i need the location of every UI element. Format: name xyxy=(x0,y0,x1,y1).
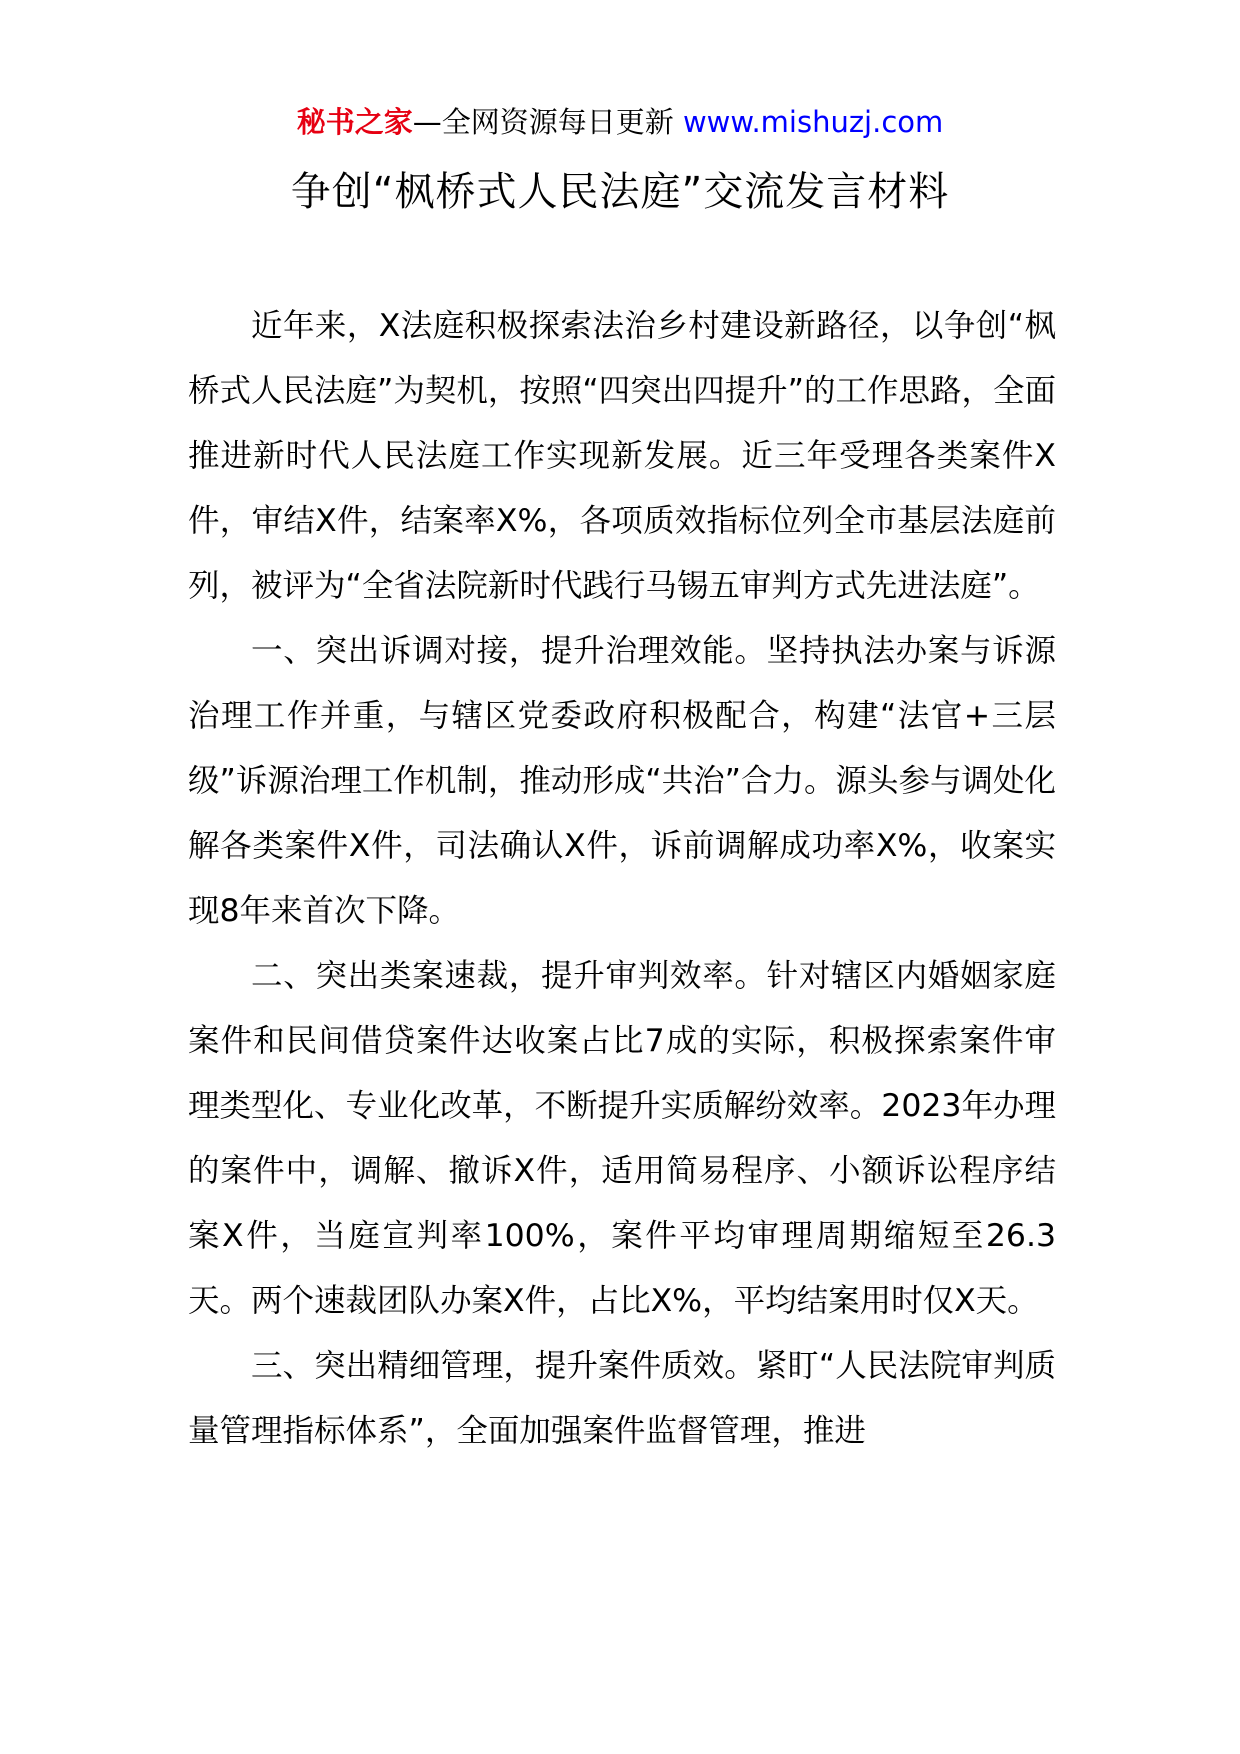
paragraph-section-3: 三、突出精细管理，提升案件质效。紧盯“人民法院审判质量管理指标体系”，全面加强案件监督管理，推进 xyxy=(188,1348,1056,1449)
site-url-link[interactable]: www.mishuzj.com xyxy=(682,105,944,139)
site-name: 秘书之家 xyxy=(296,105,413,139)
site-header xyxy=(0,102,1240,142)
site-slogan: —全网资源每日更新 xyxy=(412,105,674,139)
document-body xyxy=(188,294,1056,1464)
paragraph-section-2: 二、突出类案速裁，提升审判效率。针对辖区内婚姻家庭案件和民间借贷案件达收案占比7成的实际，积极探索案件审理类型化、专业化改革，不断提升实质解纷效率。2023年办理的案件中，调解、撤诉X件，适用简易程序、小额诉讼程序结案X件，当庭宣判率100%，案件平均审理周期缩短至26.3天。两个速裁团队办案X件，占比X%，平均结案用时仅X天。 xyxy=(188,958,1056,1319)
paragraph-section-1: 一、突出诉调对接，提升治理效能。坚持执法办案与诉源治理工作并重，与辖区党委政府积极配合，构建“法官+三层级”诉源治理工作机制，推动形成“共治”合力。源头参与调处化解各类案件X件，司法确认X件，诉前调解成功率X%，收案实现8年来首次下降。 xyxy=(188,633,1056,929)
document-title: 争创“枫桥式人民法庭”交流发言材料 xyxy=(290,169,950,215)
paragraph-intro: 近年来，X法庭积极探索法治乡村建设新路径，以争创“枫桥式人民法庭”为契机，按照“四突出四提升”的工作思路，全面推进新时代人民法庭工作实现新发展。近三年受理各类案件X件，审结X件，结案率X%，各项质效指标位列全市基层法庭前列，被评为“全省法院新时代践行马锡五审判方式先进法庭”。 xyxy=(188,308,1056,604)
